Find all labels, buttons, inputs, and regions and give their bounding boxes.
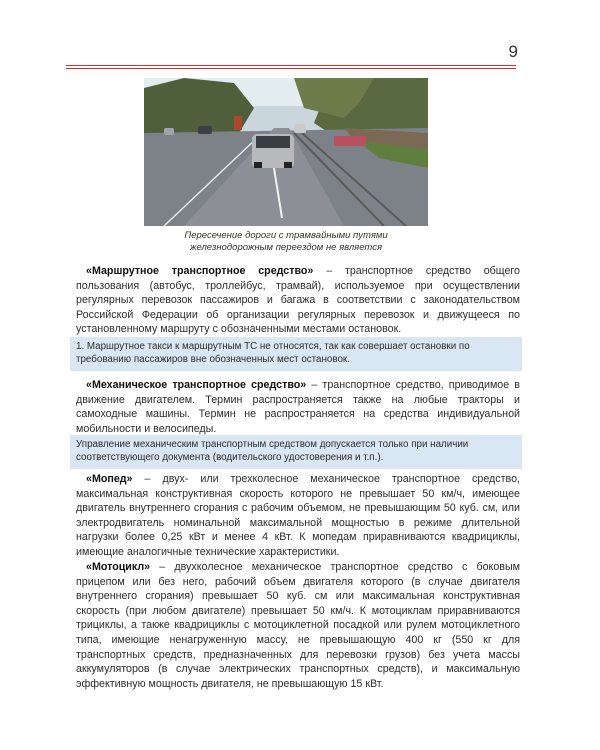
definition-motor-vehicle — [76, 378, 520, 436]
caption-line-2: железнодорожным переездом не является — [189, 242, 383, 253]
term-motor-vehicle: «Механическое транспортное средство» — [86, 379, 307, 391]
definition-moped — [76, 472, 520, 560]
definition-text: – двух- или трехколесное механическое транспортное средство, максимальная конструктивная скорость которого не превышает 50 км/ч, имеющее двигатель внутреннего сгорания с рабочим объемом, не превышающим 50 куб. см, или электродвигатель номинальной максимальной мощностью в режиме длительной нагрузки более 0,25 кВт и менее 4 кВт. К мопедам приравниваются квадрициклы, имеющие аналогичные технические характеристики. — [76, 473, 520, 558]
definition-text: – транспортное средство, приводимое в движение двигателем. Термин распространяется также на любые тракторы и самоходные машины. Термин не распространяется на средства индивидуальной мобильности и велосипеды. — [76, 379, 520, 435]
page-number: 9 — [508, 42, 518, 61]
note-driving-license: Управление механическим транспортным средством допускается только при наличии соответствующего документа (водительского удостоверения и т.п.). — [70, 435, 522, 469]
definition-text: – транспортное средство общего пользования (автобус, троллейбус, трамвай), используемое при осуществлении регулярных перевозок пассажиров и багажа в соответствии с законодательством Российской Федерации об организации регулярных перевозок и движущееся по установленному маршруту с обозначенными местами остановок. — [76, 265, 520, 336]
figure-caption — [144, 230, 428, 254]
term-motorcycle: «Мотоцикл» — [86, 561, 151, 573]
header-rule-secondary — [66, 68, 516, 69]
caption-line-1: Пересечение дороги с трамвайными путями — [184, 230, 388, 241]
street-photo — [144, 78, 428, 226]
note-route-taxi: 1. Маршрутное такси к маршрутным ТС не относятся, так как совершает остановки по требованию пассажиров вне обозначенных мест остановок. — [70, 337, 522, 371]
term-route-vehicle: «Маршрутное транспортное средство» — [86, 265, 314, 277]
header-rule — [66, 65, 516, 66]
definition-text: – двухколесное механическое транспортное средство с боковым прицепом или без него, рабочий объем двигателя которого (в случае двигателя внутреннего сгорания) превышает 50 куб. см или максимальная конструктивная скорость (при любом двигателе) превышает 50 км/ч. К мотоциклам приравниваются трициклы, а также квадрициклы с мотоциклетной посадкой или рулем мотоциклетного типа, имеющие ненагруженную массу, не превышающую 400 кг (550 кг для транспортных средств, предназначенных для перевозки грузов) без учета массы аккумуляторов (в случае электрических транспортных средств), и максимальную эффективную мощность двигателя, не превышающую 15 кВт. — [76, 561, 520, 690]
definition-route-vehicle — [76, 264, 520, 337]
term-moped: «Мопед» — [86, 473, 133, 485]
definition-motorcycle — [76, 560, 520, 691]
